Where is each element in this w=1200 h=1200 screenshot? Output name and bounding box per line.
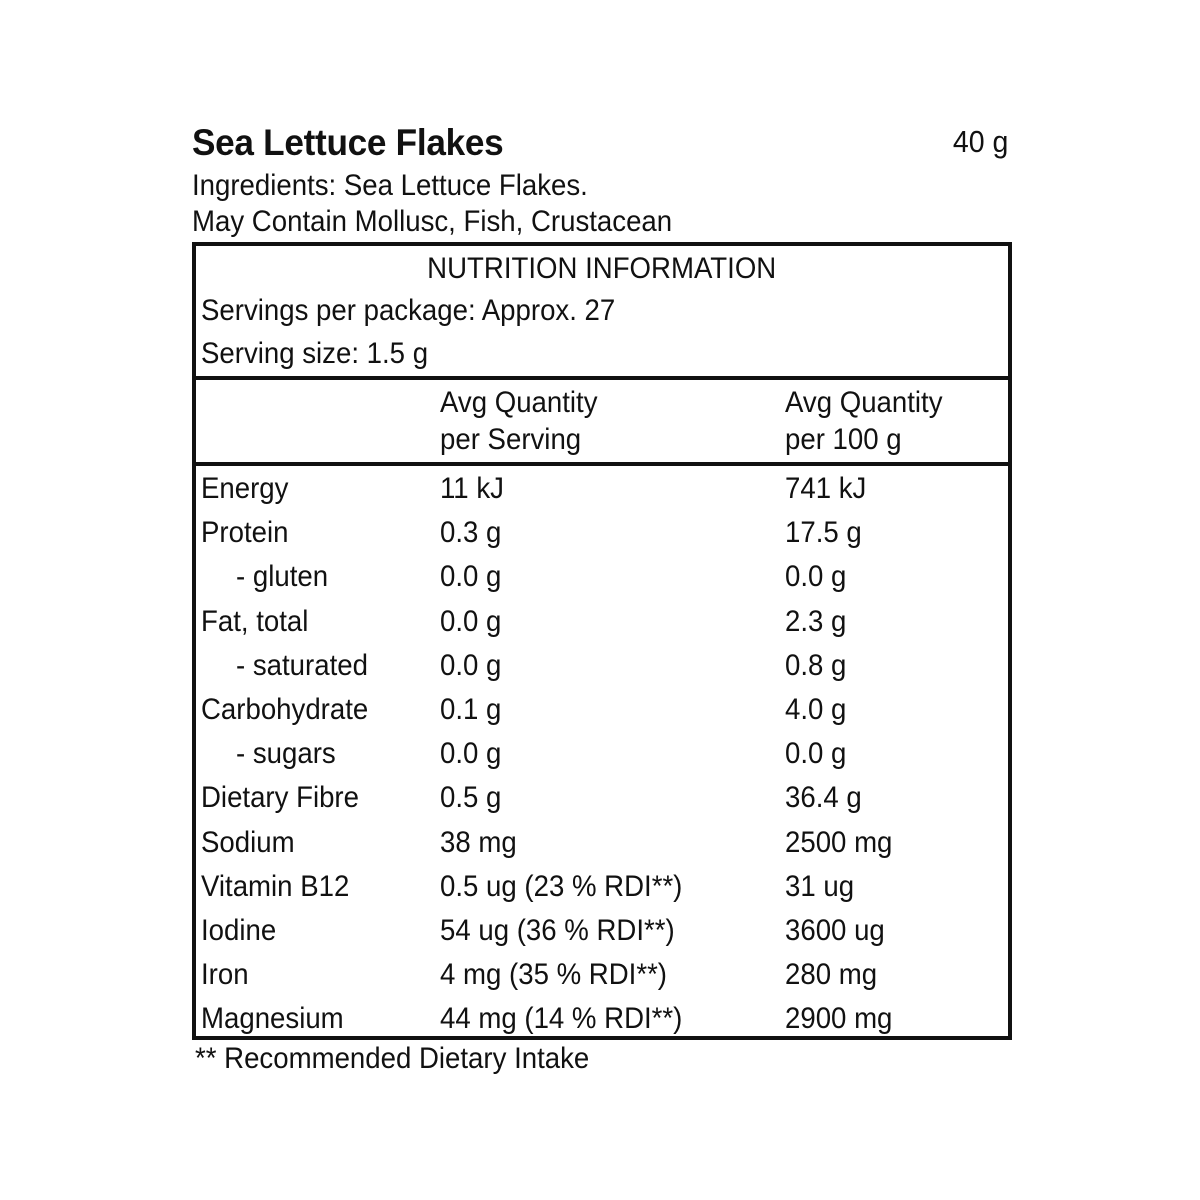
table-row xyxy=(196,822,1008,866)
per-serving-value: 44 mg (14 % RDI**) xyxy=(440,1002,683,1036)
nutrient-name: Vitamin B12 xyxy=(201,869,350,903)
per-100g-value: 741 kJ xyxy=(785,472,867,505)
table-row xyxy=(196,777,1008,821)
table-row xyxy=(196,954,1008,998)
table-row xyxy=(196,733,1008,777)
per-serving-value: 0.0 g xyxy=(440,604,502,638)
per-serving-value: 54 ug (36 % RDI**) xyxy=(440,913,675,947)
nutrient-rows xyxy=(196,466,1008,1042)
nutrient-name: Iodine xyxy=(201,913,277,947)
nutrition-title xyxy=(196,252,1008,286)
column-header-per-100g-line1: Avg Quantity xyxy=(785,386,943,419)
ingredients-text: Ingredients: Sea Lettuce Flakes. xyxy=(192,169,588,202)
table-row xyxy=(196,910,1008,954)
per-100g-value: 17.5 g xyxy=(785,516,862,550)
table-row xyxy=(196,468,1008,512)
per-100g-value: 280 mg xyxy=(785,958,878,992)
per-100g-value: 2900 mg xyxy=(785,1002,893,1036)
table-row xyxy=(196,866,1008,910)
column-header-per-100g xyxy=(785,384,943,458)
nutrient-name: - gluten xyxy=(236,560,329,594)
per-serving-value: 0.3 g xyxy=(440,516,502,550)
nutrition-title-text: NUTRITION INFORMATION xyxy=(427,252,777,285)
servings-per-package: Servings per package: Approx. 27 xyxy=(201,294,616,327)
allergen-statement: May Contain Mollusc, Fish, Crustacean xyxy=(192,205,673,238)
column-header-per-serving xyxy=(440,384,598,458)
nutrient-name: - sugars xyxy=(236,737,336,771)
per-100g-value: 0.8 g xyxy=(785,648,847,682)
nutrition-panel xyxy=(192,242,1012,1040)
nutrient-name: - saturated xyxy=(236,648,368,682)
nutrient-name: Energy xyxy=(201,472,289,505)
table-row xyxy=(196,512,1008,556)
per-100g-value: 2.3 g xyxy=(785,604,847,638)
per-serving-value: 0.5 g xyxy=(440,781,502,815)
per-serving-value: 0.1 g xyxy=(440,692,502,726)
per-serving-value: 0.0 g xyxy=(440,648,502,682)
column-header-per-100g-line2: per 100 g xyxy=(785,423,902,456)
per-100g-value: 36.4 g xyxy=(785,781,862,815)
nutrient-name: Carbohydrate xyxy=(201,692,369,726)
serving-size: Serving size: 1.5 g xyxy=(201,337,429,370)
nutrition-panel-header xyxy=(196,246,1008,380)
nutrient-name: Dietary Fibre xyxy=(201,781,359,815)
column-header-per-serving-line2: per Serving xyxy=(440,423,582,456)
nutrient-name: Iron xyxy=(201,958,249,992)
net-weight: 40 g xyxy=(952,124,1008,159)
column-headers xyxy=(196,380,1008,466)
per-serving-value: 0.5 ug (23 % RDI**) xyxy=(440,869,683,903)
table-row xyxy=(196,645,1008,689)
per-100g-value: 31 ug xyxy=(785,869,855,903)
nutrient-name: Protein xyxy=(201,516,289,550)
per-100g-value: 2500 mg xyxy=(785,825,893,859)
per-100g-value: 4.0 g xyxy=(785,692,847,726)
table-row xyxy=(196,556,1008,600)
per-serving-value: 11 kJ xyxy=(440,472,504,505)
product-name: Sea Lettuce Flakes xyxy=(192,122,504,163)
per-serving-value: 38 mg xyxy=(440,825,517,859)
per-serving-value: 0.0 g xyxy=(440,737,502,771)
title-row xyxy=(192,118,1012,168)
nutrient-name: Fat, total xyxy=(201,604,309,638)
per-100g-value: 0.0 g xyxy=(785,737,847,771)
product-header xyxy=(192,118,1012,240)
per-100g-value: 3600 ug xyxy=(785,913,885,947)
table-row xyxy=(196,689,1008,733)
rdi-footnote: ** Recommended Dietary Intake xyxy=(195,1042,590,1075)
nutrient-name: Sodium xyxy=(201,825,295,859)
per-serving-value: 4 mg (35 % RDI**) xyxy=(440,958,668,992)
nutrient-name: Magnesium xyxy=(201,1002,344,1036)
per-100g-value: 0.0 g xyxy=(785,560,847,594)
column-header-per-serving-line1: Avg Quantity xyxy=(440,386,598,419)
per-serving-value: 0.0 g xyxy=(440,560,502,594)
table-row xyxy=(196,601,1008,645)
table-row xyxy=(196,998,1008,1042)
